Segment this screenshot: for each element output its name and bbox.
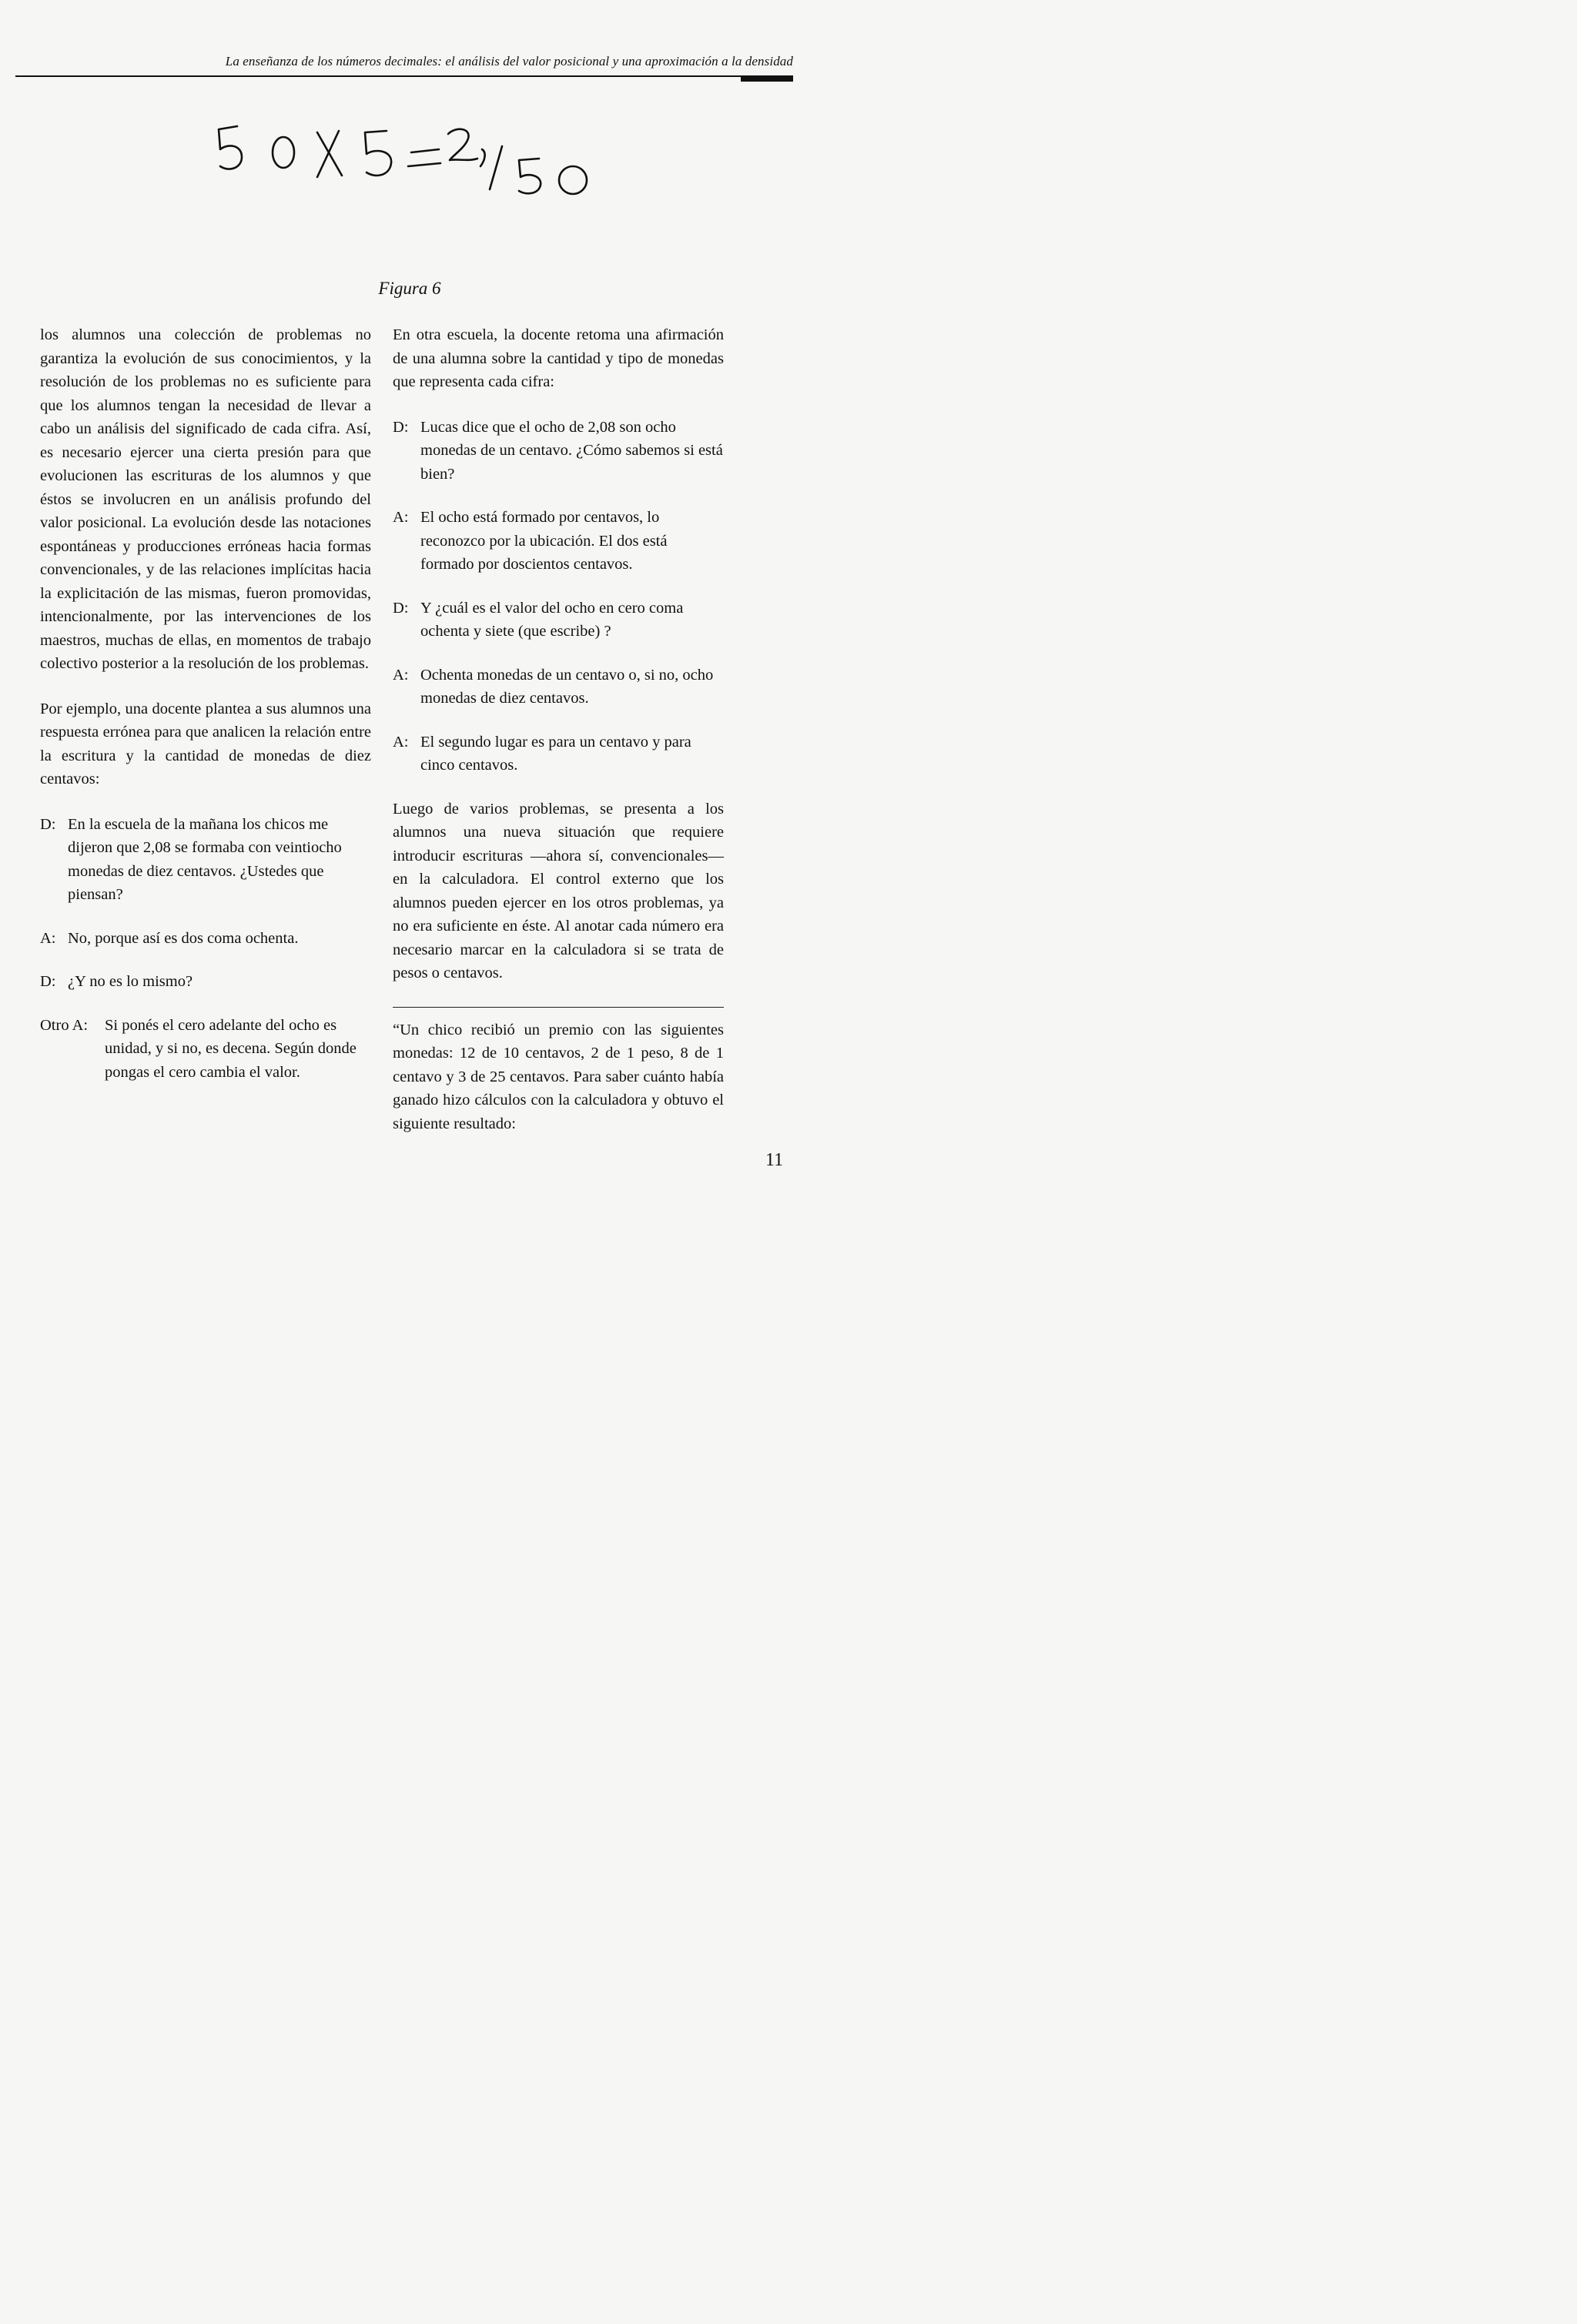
section-divider [393, 1007, 724, 1008]
handwritten-calculation [208, 115, 624, 216]
dialogue-text: ¿Y no es lo mismo? [68, 973, 193, 990]
paragraph: los alumnos una colección de problemas no garantiza la evolución de sus conocimientos, y la resolución de los problemas no es suficiente para que los alumnos tengan la necesidad de llevar a cabo un análisis del significado de cada cifra. Así, es necesario ejercer una cierta presión para que evolucionen las escrituras de los alumnos y que éstos se involucren en un análisis profundo del valor posicional. La evolución desde las notaciones espontáneas y producciones erróneas hacia formas convencionales, y de las relaciones implícitas hacia la explicitación de las mismas, fueron promovidas, intencionalmente, por las intervenciones de los maestros, muchas de ellas, en momentos de trabajo colectivo posterior a la resolución de los problemas. [40, 326, 371, 672]
speaker-label: D: [393, 418, 409, 436]
paragraph: Por ejemplo, una docente plantea a sus alumnos una respuesta errónea para que analicen la relación entre la escritura y la cantidad de monedas de diez centavos: [40, 700, 371, 787]
dialogue-text: Y ¿cuál es el valor del ocho en cero coma ochenta y siete (que escribe) ? [420, 599, 684, 640]
dialogue-line [393, 506, 724, 577]
speaker-label: A: [393, 666, 409, 684]
right-column [393, 323, 724, 1157]
dialogue-line [393, 664, 724, 711]
speaker-label: D: [40, 815, 56, 833]
dialogue-text: Si ponés el cero adelante del ocho es unidad, y si no, es decena. Según donde pongas el cero cambia el valor. [105, 1016, 357, 1081]
speaker-label: A: [40, 929, 56, 947]
speaker-label: D: [393, 599, 409, 617]
header-rule-block [741, 75, 793, 82]
dialogue-text: No, porque así es dos coma ochenta. [68, 929, 299, 947]
left-column [40, 323, 371, 1104]
dialogue-text: Lucas dice que el ocho de 2,08 son ocho monedas de un centavo. ¿Cómo sabemos si está bien? [420, 418, 723, 483]
speaker-label: Otro A: [40, 1016, 89, 1034]
problem-statement: “Un chico recibió un premio con las siguientes monedas: 12 de 10 centavos, 2 de 1 peso, 8 de 1 centavo y 3 de 25 centavos. Para saber cuánto había ganado hizo cálculos con la calculadora y obtuvo el siguiente resultado: [393, 1021, 724, 1132]
speaker-label: D: [40, 973, 56, 990]
page-number: 11 [765, 1150, 784, 1170]
speaker-label: A: [393, 509, 409, 526]
dialogue-line [393, 731, 724, 777]
speaker-label: A: [393, 733, 409, 751]
dialogue-line [40, 970, 371, 994]
handwritten-figure [208, 115, 624, 216]
dialogue-text: En la escuela de la mañana los chicos me dijeron que 2,08 se formaba con veintiocho monedas de diez centavos. ¿Ustedes que piensan? [68, 815, 342, 903]
header-rule [15, 75, 793, 77]
dialogue-text: Ochenta monedas de un centavo o, si no, ocho monedas de diez centavos. [420, 666, 714, 707]
dialogue-line [40, 927, 371, 951]
paragraph: En otra escuela, la docente retoma una afirmación de una alumna sobre la cantidad y tipo de monedas que representa cada cifra: [393, 326, 724, 390]
figure-caption: Figura 6 [378, 279, 441, 298]
dialogue-line [40, 1014, 371, 1085]
dialogue-text: El segundo lugar es para un centavo y para cinco centavos. [420, 733, 691, 774]
dialogue-line [393, 416, 724, 487]
dialogue-line [393, 597, 724, 644]
dialogue-line [40, 813, 371, 907]
dialogue-text: El ocho está formado por centavos, lo reconozco por la ubicación. El dos está formado por doscientos centavos. [420, 509, 668, 573]
paragraph: Luego de varios problemas, se presenta a los alumnos una nueva situación que requiere introducir escrituras —ahora sí, convencionales— en la calculadora. El control externo que los alumnos pueden ejercer en los otros problemas, ya no era suficiente en éste. Al anotar cada número era necesario marcar en la calculadora si se trata de pesos o centavos. [393, 800, 724, 981]
running-header: La enseñanza de los números decimales: el análisis del valor posicional y una aproximación a la densidad [225, 54, 793, 69]
